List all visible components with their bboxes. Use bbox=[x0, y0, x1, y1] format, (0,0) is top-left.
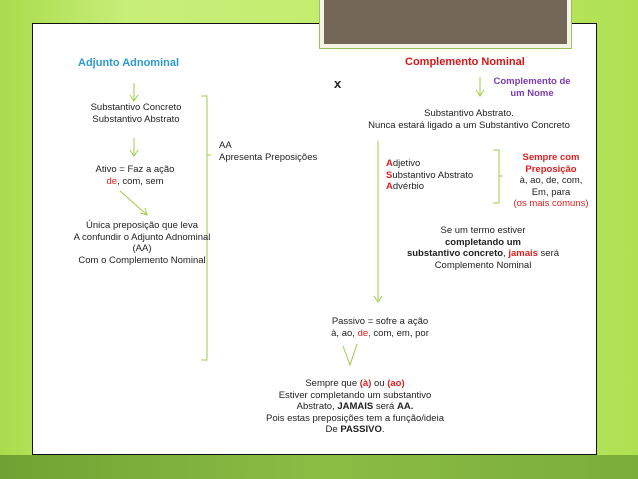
se-note: Se um termo estiver completando um substantivo concreto, jamais será Complemento Nominal bbox=[390, 225, 576, 271]
bold: substantivo concreto bbox=[406, 248, 504, 259]
line: (os mais comuns) bbox=[513, 198, 589, 209]
passivo-note bbox=[310, 316, 450, 339]
text: à, ao, bbox=[331, 327, 358, 339]
word: djetivo bbox=[392, 158, 421, 169]
line: completando um bbox=[444, 236, 521, 248]
sempre-com bbox=[506, 152, 596, 210]
asa-list bbox=[386, 158, 473, 193]
noun-list bbox=[86, 102, 186, 125]
text: De bbox=[325, 424, 341, 435]
arrow-icon bbox=[130, 138, 138, 156]
line: Sempre com bbox=[522, 152, 580, 163]
text: Abstrato, bbox=[296, 401, 338, 412]
text: com, em, por bbox=[370, 327, 429, 339]
line: um Nome bbox=[510, 87, 554, 99]
unica-note bbox=[62, 220, 222, 266]
line: A confundir o Adjunto Adnominal bbox=[73, 231, 211, 243]
noun: Substantivo Abstrato bbox=[92, 113, 180, 125]
ativo-line: Ativo = Faz a ação bbox=[95, 164, 175, 175]
line: Pois estas preposições tem a função/ideia bbox=[266, 412, 444, 424]
arrow-icon bbox=[130, 83, 138, 101]
arrow-icon bbox=[476, 77, 484, 96]
abstract-note bbox=[338, 108, 600, 131]
letter: A bbox=[386, 158, 393, 169]
line: Única preposição que leva bbox=[86, 220, 198, 231]
chevron bbox=[343, 344, 357, 365]
complemento-title: Complemento Nominal bbox=[405, 56, 525, 68]
line: Passivo = sofre a ação bbox=[331, 316, 429, 327]
arrow-icon bbox=[120, 191, 147, 215]
red: (ao) bbox=[387, 378, 405, 389]
line: Se um termo estiver bbox=[440, 225, 526, 236]
line: Nunca estará ligado a um Substantivo Concreto bbox=[368, 119, 570, 131]
letter: A bbox=[386, 181, 393, 192]
noun: Substantivo Concreto bbox=[90, 102, 182, 113]
line: Com o Complemento Nominal bbox=[78, 254, 206, 266]
text: será bbox=[373, 401, 397, 412]
jamais: jamais bbox=[508, 248, 538, 259]
prep-de: de, bbox=[357, 327, 371, 339]
adjunto-title: Adjunto Adnominal bbox=[78, 57, 180, 69]
line: Complemento de bbox=[493, 76, 571, 87]
text: será bbox=[537, 248, 560, 259]
prep-de: de bbox=[106, 175, 118, 187]
text: ou bbox=[371, 378, 388, 389]
bold: AA. bbox=[396, 401, 414, 412]
bracket bbox=[493, 150, 503, 203]
text: Sempre que bbox=[305, 378, 360, 389]
line: Preposição bbox=[525, 163, 577, 175]
word: ubstantivo Abstrato bbox=[392, 169, 474, 181]
line: Estiver completando um substantivo bbox=[278, 389, 432, 401]
word: dvérbio bbox=[392, 181, 425, 192]
aa-sub: Apresenta Preposições bbox=[219, 151, 318, 163]
final-note bbox=[250, 378, 460, 436]
preps: , com, sem bbox=[117, 175, 164, 187]
red: (à) bbox=[359, 378, 372, 389]
complemento-subtitle bbox=[484, 76, 580, 99]
line: Complemento Nominal bbox=[434, 259, 532, 271]
bold: PASSIVO bbox=[340, 424, 382, 435]
ativo bbox=[80, 164, 190, 187]
line: à, ao, de, com, bbox=[519, 175, 583, 186]
aa-label: AA bbox=[219, 140, 232, 151]
text: . bbox=[381, 424, 385, 435]
letter: S bbox=[386, 169, 393, 181]
bold: JAMAIS bbox=[337, 401, 374, 412]
aa-note bbox=[219, 140, 317, 163]
line: (AA) bbox=[132, 243, 152, 254]
versus-x: x bbox=[334, 76, 342, 91]
line: Substantivo Abstrato. bbox=[424, 108, 514, 119]
line: Em, para bbox=[531, 186, 571, 198]
